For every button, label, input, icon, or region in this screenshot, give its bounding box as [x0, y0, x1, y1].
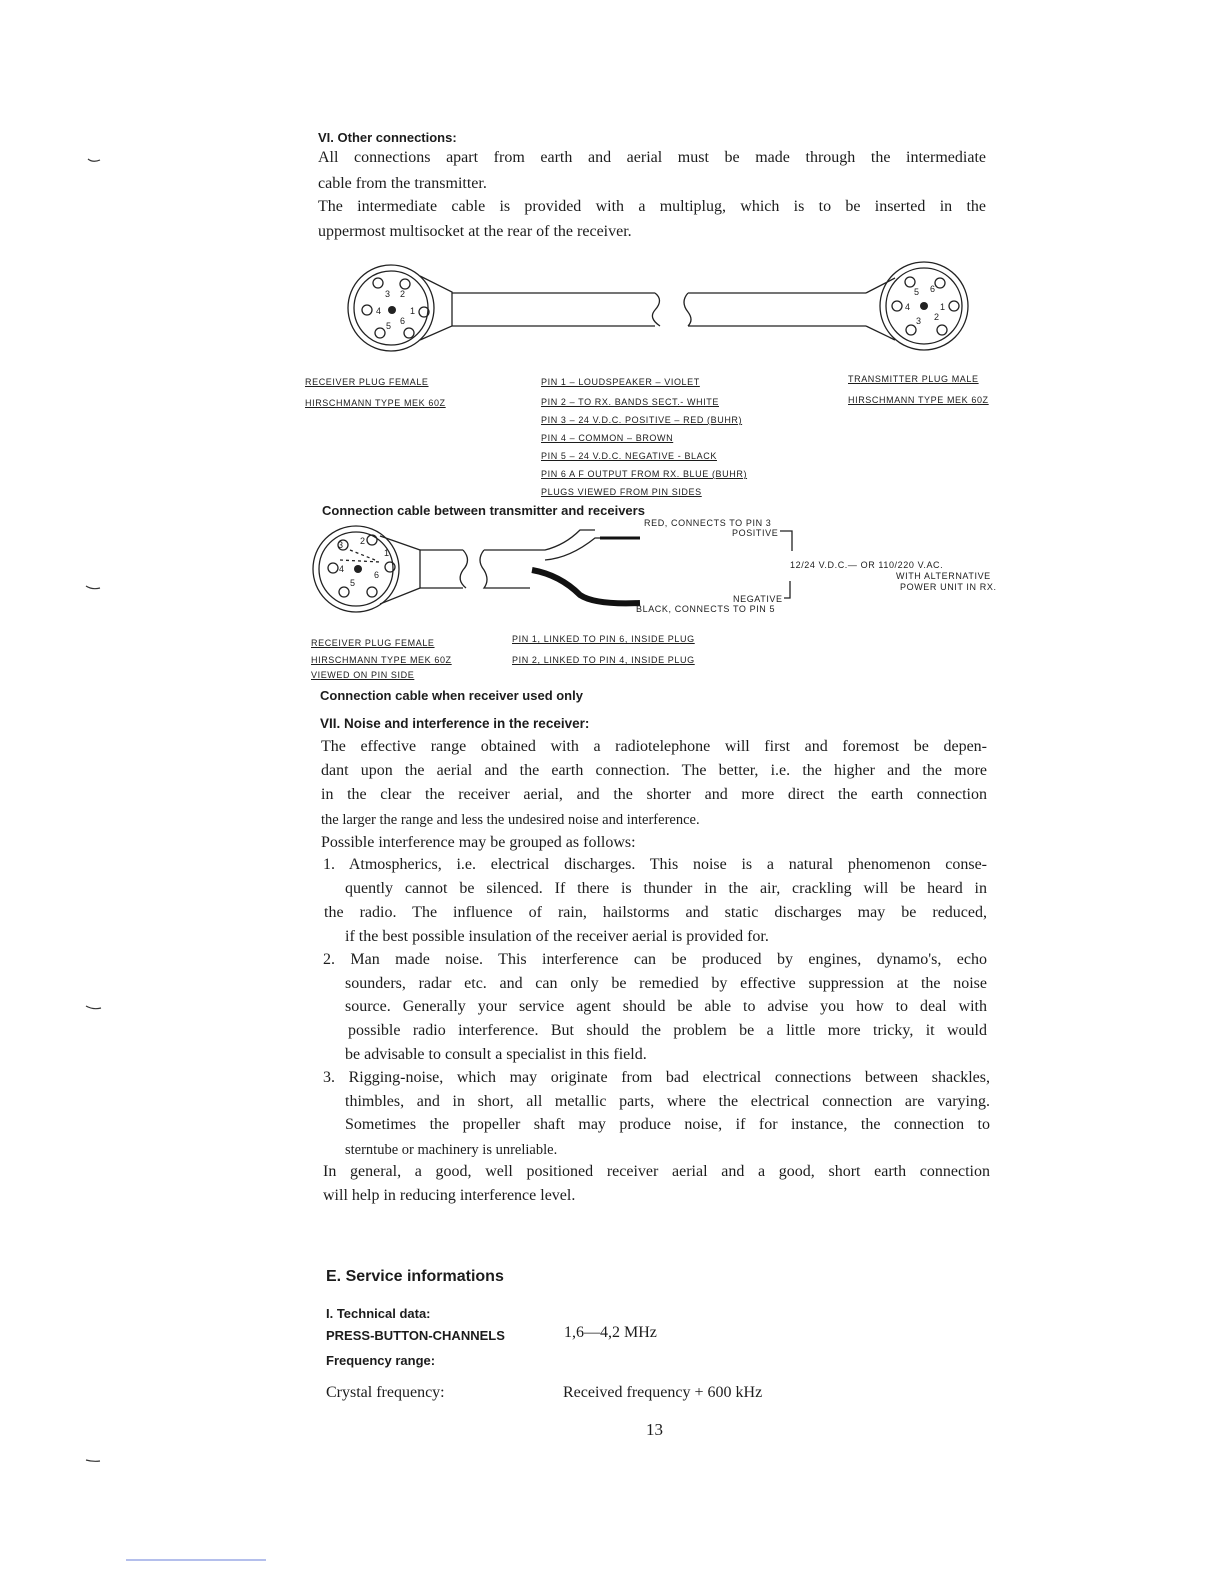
vii-item1-line-4: if the best possible insulation of the receiver aerial is provided for.	[345, 928, 769, 945]
vii-item2-line-1: 2. Man made noise. This interference can be produced by engines, dynamo's, echo	[323, 951, 987, 968]
vii-line-2: dant upon the aerial and the earth connection. The better, i.e. the higher and the more	[321, 762, 987, 779]
alt-power-label-1: WITH ALTERNATIVE	[896, 571, 991, 581]
vii-item1-line-3: the radio. The influence of rain, hailstorms and static discharges may be reduced,	[324, 904, 987, 921]
left-pin-2: 2	[400, 289, 406, 299]
frequency-range-label: Frequency range:	[326, 1353, 436, 1368]
rx-pin-1: 1	[384, 548, 390, 558]
receiver-plug-label-1: RECEIVER PLUG FEMALE	[305, 377, 429, 387]
right-pin-2: 2	[934, 312, 940, 322]
diagram1-caption: Connection cable between transmitter and receivers	[322, 503, 645, 518]
vii-closing-line-1: In general, a good, well positioned receiver aerial and a good, short earth connection	[323, 1163, 990, 1180]
vii-line-3: in the clear the receiver aerial, and the shorter and more direct the earth connection	[321, 786, 987, 803]
rx-plug-label-1: RECEIVER PLUG FEMALE	[311, 638, 435, 648]
pin-list-4: PIN 4 – COMMON – BROWN	[541, 433, 674, 443]
receiver-plug-label-2: HIRSCHMANN TYPE MEK 60Z	[305, 398, 446, 408]
press-button-channels-value: 1,6—4,2 MHz	[564, 1324, 657, 1341]
page-number: 13	[646, 1420, 663, 1439]
vii-item3-line-1: 3. Rigging-noise, which may originate from bad electrical connections between shackles,	[323, 1069, 990, 1086]
press-button-channels-label: PRESS-BUTTON-CHANNELS	[326, 1328, 505, 1343]
vii-item1-line-2: quently cannot be silenced. If there is thunder in the air, crackling will be heard in	[345, 880, 987, 897]
pin-list-6: PIN 6 A F OUTPUT FROM RX. BLUE (BUHR)	[541, 469, 748, 479]
section-vii-heading: VII. Noise and interference in the receiver:	[320, 716, 590, 731]
vii-item1-line-1: 1. Atmospherics, i.e. electrical discharges. This noise is a natural phenomenon conse-	[323, 856, 987, 873]
vii-item3-line-2: thimbles, and in short, all metallic parts, where the electrical connection are varying.	[345, 1093, 990, 1110]
red-wire-label: RED, CONNECTS TO PIN 3	[644, 518, 772, 528]
diagram2-caption: Connection cable when receiver used only	[320, 688, 583, 703]
link-label-2: PIN 2, LINKED TO PIN 4, INSIDE PLUG	[512, 655, 695, 665]
left-pin-1: 1	[410, 306, 416, 316]
section-vi-heading: VI. Other connections:	[318, 130, 457, 145]
section-vi-line-3: The intermediate cable is provided with a multiplug, which is to be inserted in the	[318, 198, 986, 215]
transmitter-plug-label-1: TRANSMITTER PLUG MALE	[848, 374, 979, 384]
pin-list-1: PIN 1 – LOUDSPEAKER – VIOLET	[541, 377, 700, 387]
vii-closing-line-2: will help in reducing interference level.	[323, 1187, 576, 1204]
left-pin-4: 4	[376, 306, 382, 316]
rx-pin-5: 5	[350, 578, 356, 588]
left-pin-6: 6	[400, 316, 406, 326]
pin-list-7: PLUGS VIEWED FROM PIN SIDES	[541, 487, 702, 497]
crystal-frequency-label: Crystal frequency:	[326, 1384, 445, 1401]
vii-line-5: Possible interference may be grouped as follows:	[321, 834, 636, 851]
link-label-1: PIN 1, LINKED TO PIN 6, INSIDE PLUG	[512, 634, 695, 644]
right-pin-6: 6	[930, 284, 936, 294]
section-vi-line-2: cable from the transmitter.	[318, 175, 487, 192]
pin-list-5: PIN 5 – 24 V.D.C. NEGATIVE - BLACK	[541, 451, 717, 461]
rx-pin-6: 6	[374, 570, 380, 580]
section-vi-line-4: uppermost multisocket at the rear of the receiver.	[318, 223, 632, 240]
rx-pin-2: 2	[360, 536, 366, 546]
negative-label: NEGATIVE	[733, 594, 783, 604]
vii-line-1: The effective range obtained with a radiotelephone will first and foremost be depen-	[321, 738, 987, 755]
vii-item2-line-3: source. Generally your service agent should be able to advise you how to deal with	[345, 998, 987, 1015]
vii-item2-line-4: possible radio interference. But should the problem be a little more tricky, it would	[348, 1022, 987, 1039]
left-pin-5: 5	[386, 321, 392, 331]
rx-plug-label-3: VIEWED ON PIN SIDE	[311, 670, 415, 680]
left-pin-3: 3	[385, 289, 391, 299]
pin-list-2: PIN 2 – TO RX. BANDS SECT.- WHITE	[541, 397, 719, 407]
section-vi-line-1: All connections apart from earth and aerial must be made through the intermediate	[318, 149, 986, 166]
vii-item3-line-3: Sometimes the propeller shaft may produce noise, if for instance, the connection to	[345, 1116, 990, 1133]
technical-data-heading: I. Technical data:	[326, 1306, 431, 1321]
vii-line-4: the larger the range and less the undesired noise and interference.	[321, 812, 700, 828]
vii-item2-line-2: sounders, radar etc. and can only be remedied by effective suppression at the noise	[345, 975, 987, 992]
right-pin-1: 1	[940, 302, 946, 312]
crystal-frequency-value: Received frequency + 600 kHz	[563, 1384, 763, 1401]
transmitter-plug-label-2: HIRSCHMANN TYPE MEK 60Z	[848, 395, 989, 405]
voltage-label: 12/24 V.D.C.— OR 110/220 V.AC.	[790, 560, 944, 570]
right-pin-5: 5	[914, 287, 920, 297]
positive-label: POSITIVE	[732, 528, 779, 538]
black-wire-label: BLACK, CONNECTS TO PIN 5	[636, 604, 776, 614]
vii-item2-line-5: be advisable to consult a specialist in this field.	[345, 1046, 647, 1063]
alt-power-label-2: POWER UNIT IN RX.	[900, 582, 997, 592]
rx-pin-4: 4	[339, 564, 345, 574]
right-pin-3: 3	[916, 316, 922, 326]
rx-plug-label-2: HIRSCHMANN TYPE MEK 60Z	[311, 655, 452, 665]
right-pin-4: 4	[905, 302, 911, 312]
pin-list-3: PIN 3 – 24 V.D.C. POSITIVE – RED (BUHR)	[541, 415, 743, 425]
section-e-heading: E. Service informations	[326, 1268, 504, 1285]
rx-pin-3: 3	[338, 540, 344, 550]
vii-item3-line-4: sterntube or machinery is unreliable.	[345, 1142, 558, 1158]
